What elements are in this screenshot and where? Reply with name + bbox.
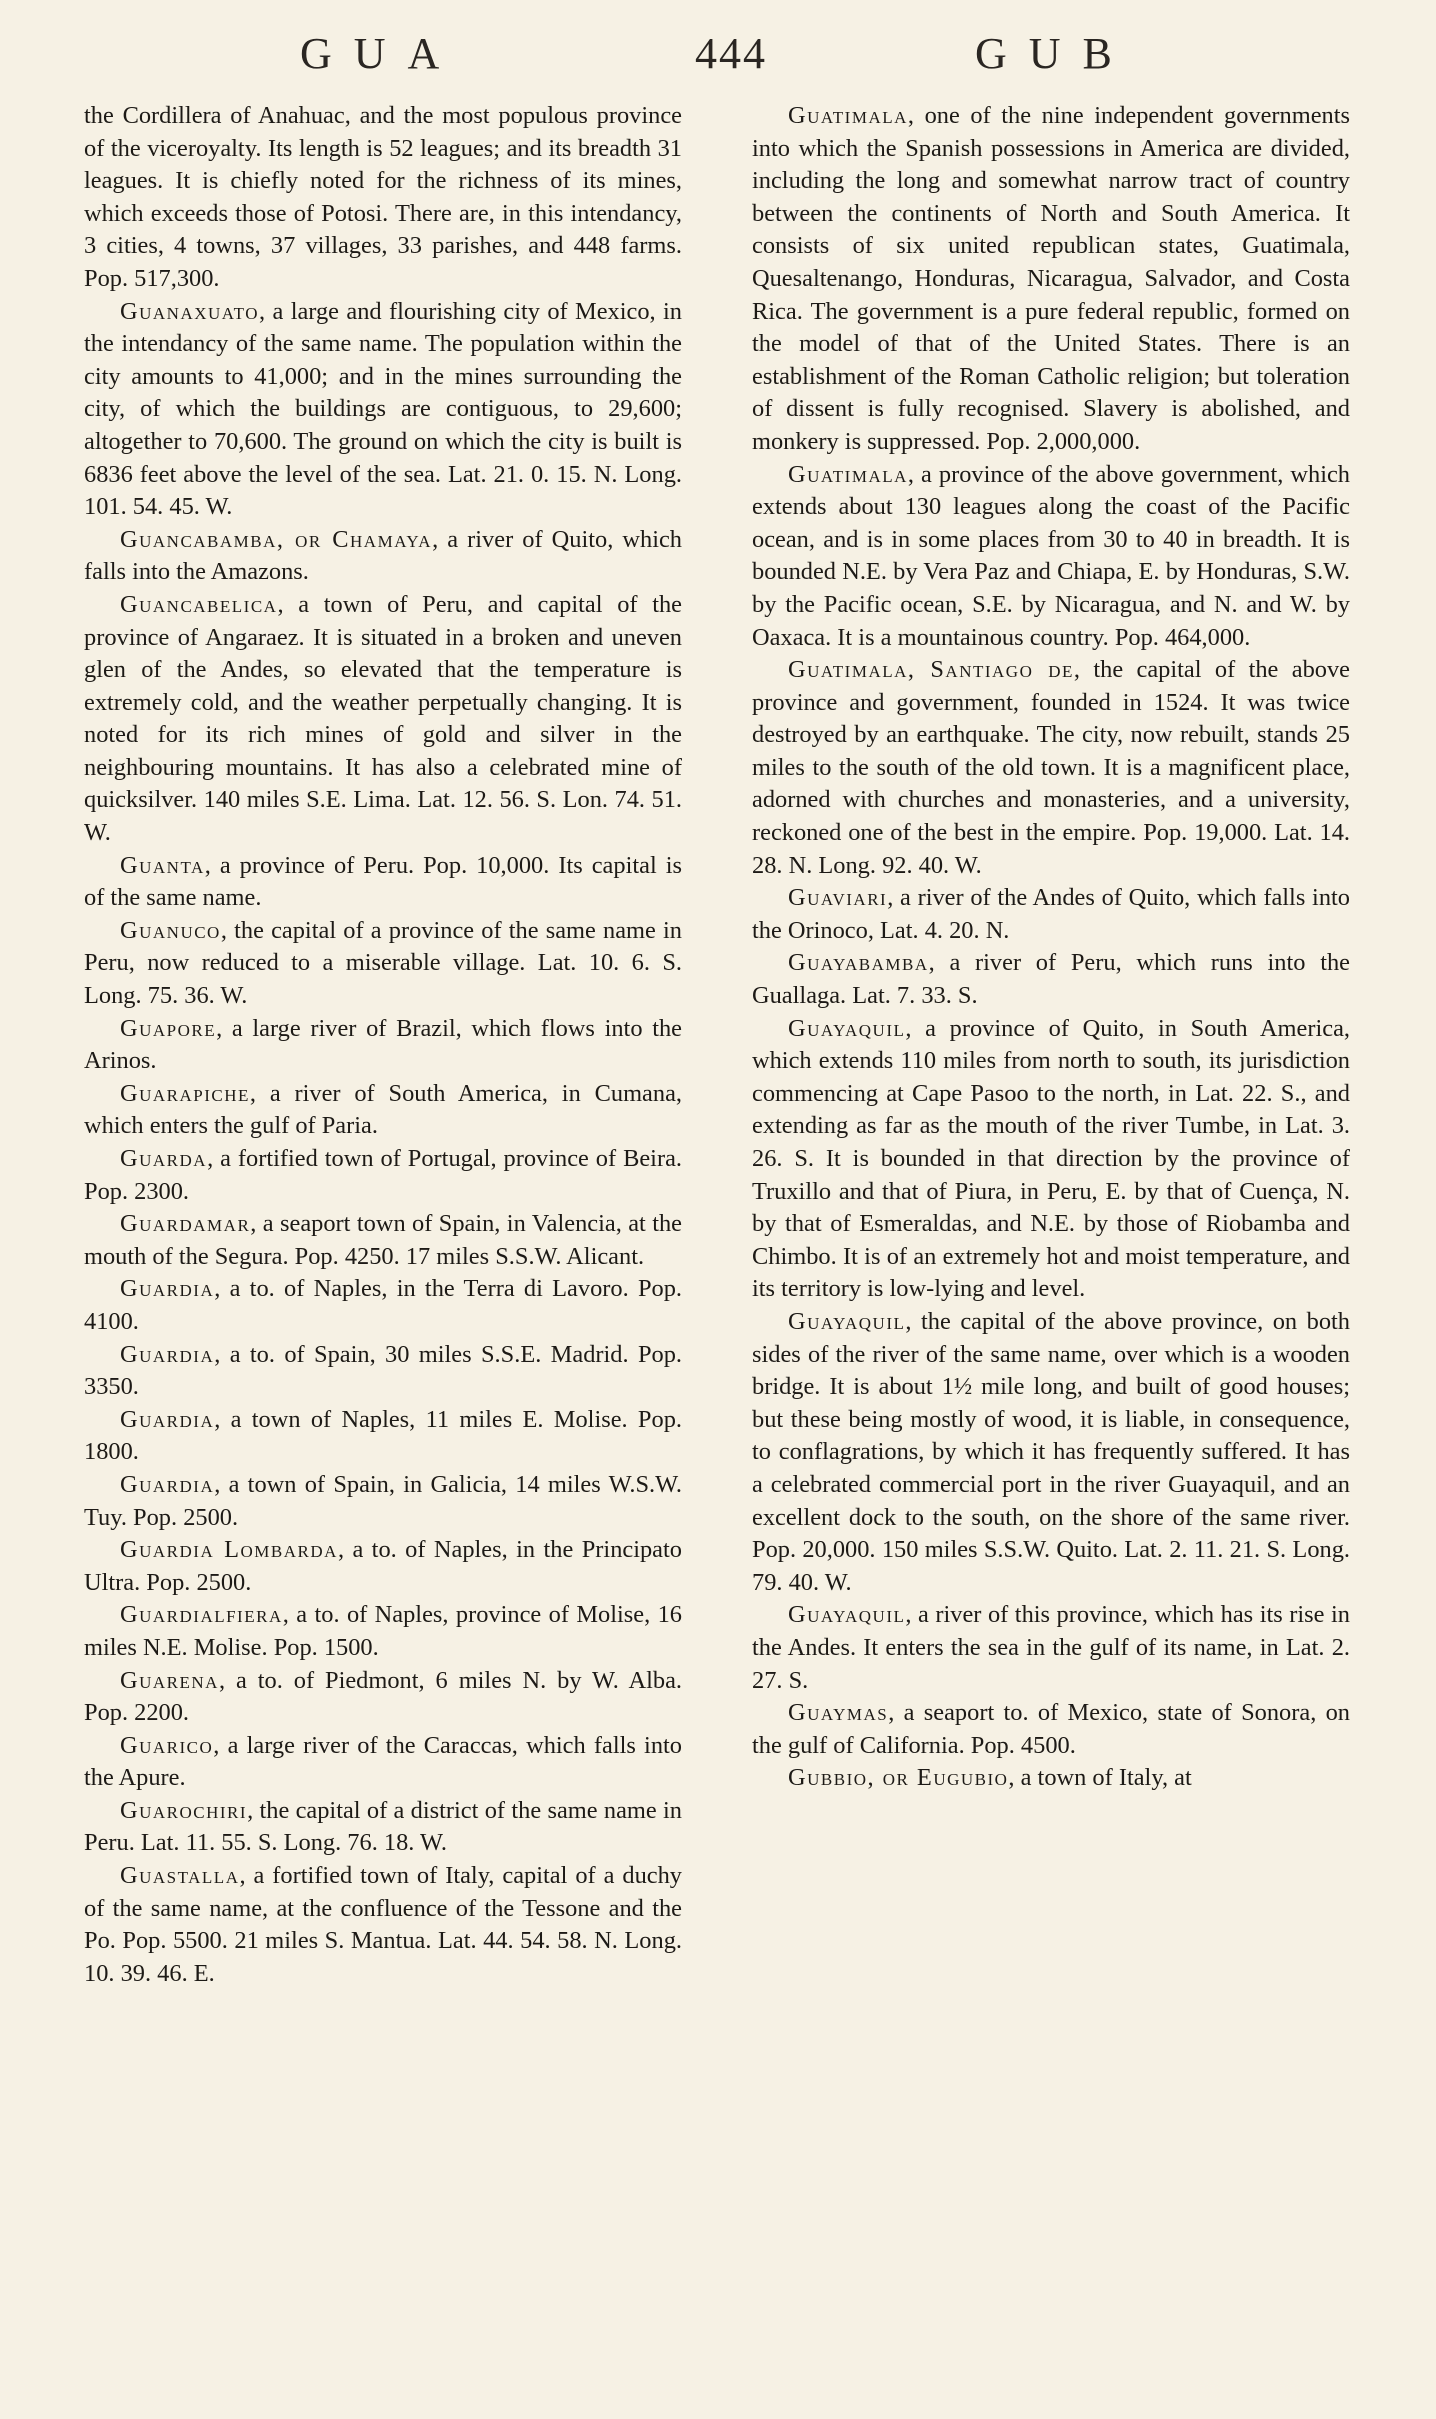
dictionary-entry: [84, 915, 682, 1013]
entry-text: , the capital of a province of the same name in Peru, now reduced to a miserable village. Lat. 10. 6. S. Long. 75. 36. W.: [84, 916, 682, 1010]
entry-text: the Cordillera of Anahuac, and the most populous province of the viceroyalty. Its length is 52 leagues; and its breadth 31 leagues. It is chiefly noted for the richness of its mines, which exceeds those of Potosi. There are, in this intendancy, 3 cities, 4 towns, 37 villages, 33 parishes, and 448 farms. Pop. 517,300.: [84, 102, 682, 292]
dictionary-entry: [84, 1078, 682, 1143]
entry-headword: Guanta: [120, 851, 205, 879]
dictionary-entry: [752, 947, 1350, 1012]
dictionary-entry: [752, 882, 1350, 947]
entry-headword: Guarapiche: [120, 1079, 250, 1107]
entry-headword: Gubbio, or Eugubio: [788, 1764, 1009, 1792]
entry-text: , a to. of Spain, 30 miles S.S.E. Madrid. Pop. 3350.: [84, 1340, 682, 1401]
dictionary-entry: [84, 1143, 682, 1208]
entry-headword: Guatimala, Santiago de: [788, 656, 1074, 684]
entry-text: , a province of the above government, which extends about 130 leagues along the coast of the Pacific ocean, and is in some places from 30 to 40 in breadth. It is bounded N.E. by Vera Paz and Chiapa, E. by Honduras, S.W. by the Pacific ocean, S.E. by Nicaragua, and N. and W. by Oaxaca. It is a mountainous country. Pop. 464,000.: [752, 460, 1350, 651]
entry-headword: Guaviari: [788, 884, 888, 912]
entry-headword: Guardia: [120, 1275, 215, 1303]
entry-headword: Guayaquil: [788, 1601, 906, 1629]
dictionary-entry: [84, 1273, 682, 1338]
entry-headword: Guarda: [120, 1145, 208, 1172]
entry-headword: Guarena: [120, 1666, 219, 1694]
entry-headword: Guayaquil: [788, 1014, 906, 1042]
entry-headword: Guatimala: [788, 102, 908, 129]
dictionary-entry: [752, 459, 1350, 655]
dictionary-entry: [84, 1599, 682, 1664]
entry-text: , a river of Peru, which runs into the Guallaga. Lat. 7. 33. S.: [752, 949, 1350, 1010]
dictionary-entry: [84, 1860, 682, 1990]
entry-text: , the capital of a district of the same name in Peru. Lat. 11. 55. S. Long. 76. 18. W.: [84, 1796, 682, 1857]
dictionary-entry: [84, 524, 682, 589]
entry-text: , a fortified town of Portugal, province of Beira. Pop. 2300.: [84, 1145, 682, 1205]
entry-text: , the capital of the above province, on both sides of the river of the same name, over which is a wooden bridge. It is about 1½ mile long, and built of good houses; but these being mostly of wood, it is liable, in consequence, to conflagrations, by which it has frequently suffered. It has a celebrated commercial port in the river Guayaquil, and an excellent dock to the south, on the shore of the same river. Pop. 20,000. 150 miles S.S.W. Quito. Lat. 2. 11. 21. S. Long. 79. 40. W.: [752, 1307, 1350, 1596]
dictionary-entry: [84, 296, 682, 524]
dictionary-entry: [84, 1730, 682, 1795]
entry-headword: Guardialfiera: [120, 1601, 283, 1629]
dictionary-entry: [84, 1339, 682, 1404]
entry-text: , a large and flourishing city of Mexico, in the intendancy of the same name. The population within the city amounts to 41,000; and in the mines surrounding the city, of which the buildings are contiguous, to 29,600; altogether to 70,600. The ground on which the city is built is 6836 feet above the level of the sea. Lat. 21. 0. 15. N. Long. 101. 54. 45. W.: [84, 297, 682, 521]
entry-headword: Guayaquil: [788, 1307, 906, 1335]
entry-text: , a large river of the Caraccas, which falls into the Apure.: [84, 1731, 682, 1792]
entry-text: , the capital of the above province and government, founded in 1524. It was twice destroyed by an earthquake. The city, now rebuilt, stands 25 miles to the south of the old town. It is a magnificent place, adorned with churches and monasteries, and a university, reckoned one of the best in the empire. Pop. 19,000. Lat. 14. 28. N. Long. 92. 40. W.: [752, 656, 1350, 879]
entry-headword: Guarico: [120, 1731, 214, 1759]
dictionary-entry: [84, 589, 682, 850]
entry-headword: Guanaxuato: [120, 297, 260, 325]
left-column: [84, 100, 682, 1990]
dictionary-entry: [84, 1404, 682, 1469]
entry-text: , a to. of Naples, province of Molise, 16 miles N.E. Molise. Pop. 1500.: [84, 1601, 682, 1661]
entry-text: , a town of Peru, and capital of the province of Angaraez. It is situated in a broken and uneven glen of the Andes, so elevated that the temperature is extremely cold, and the weather perpetually changing. It is noted for its rich mines of gold and silver in the neighbouring mountains. It has also a celebrated mine of quicksilver. 140 miles S.E. Lima. Lat. 12. 56. S. Lon. 74. 51. W.: [84, 590, 682, 847]
entry-text: , a river of the Andes of Quito, which falls into the Orinoco, Lat. 4. 20. N.: [752, 884, 1350, 944]
running-header: [0, 28, 1436, 88]
dictionary-entry: [84, 850, 682, 915]
entry-text: , one of the nine independent governments into which the Spanish possessions in America are divided, including the long and somewhat narrow tract of country between the continents of North and South America. It consists of six united republican states, Guatimala, Quesaltenango, Honduras, Nicaragua, Salvador, and Costa Rica. The government is a pure federal republic, formed on the model of that of the United States. There is an establishment of the Roman Catholic religion; but toleration of dissent is fully recognised. Slavery is abolished, and monkery is suppressed. Pop. 2,000,000.: [752, 102, 1350, 455]
header-left-guide-word: GUA: [300, 29, 462, 78]
entry-headword: Guanuco: [120, 916, 221, 944]
entry-text: , a to. of Naples, in the Terra di Lavoro. Pop. 4100.: [84, 1275, 682, 1335]
entry-headword: Guardia: [120, 1405, 215, 1433]
dictionary-entry: [752, 100, 1350, 459]
entry-text: , a seaport town of Spain, in Valencia, at the mouth of the Segura. Pop. 4250. 17 miles S.S.W. Alicant.: [84, 1210, 682, 1270]
dictionary-entry: [752, 654, 1350, 882]
dictionary-entry: [752, 1013, 1350, 1306]
right-column: [752, 100, 1350, 1795]
dictionary-entry: [84, 1013, 682, 1078]
dictionary-entry: [752, 1762, 1350, 1795]
entry-headword: Guastalla: [120, 1862, 240, 1890]
entry-headword: Guancabamba, or Chamaya: [120, 525, 433, 553]
entry-text: , a river of this province, which has its rise in the Andes. It enters the sea in the gulf of its name, in Lat. 2. 27. S.: [752, 1601, 1350, 1694]
dictionary-entry: [84, 1795, 682, 1860]
entry-text: , a river of South America, in Cumana, which enters the gulf of Paria.: [84, 1079, 682, 1140]
entry-headword: Guayabamba: [788, 949, 929, 977]
dictionary-entry: [84, 100, 682, 296]
entry-text: , a province of Quito, in South America, which extends 110 miles from north to south, its jurisdiction commencing at Cape Pasoo to the north, in Lat. 22. S., and extending as far as the mouth of the river Tumbe, in Lat. 3. 26. S. It is bounded in that direction by the province of Truxillo and that of Piura, in Peru, E. by that of Cuença, N. by that of Esmeraldas, and N.E. by those of Riobamba and Chimbo. It is of an extremely hot and moist temperature, and its territory is low-lying and level.: [752, 1014, 1350, 1303]
entry-text: , a to. of Naples, in the Principato Ultra. Pop. 2500.: [84, 1536, 682, 1596]
dictionary-entry: [84, 1534, 682, 1599]
entry-headword: Guardia Lombarda: [120, 1536, 338, 1564]
entry-text: , a town of Spain, in Galicia, 14 miles W.S.W. Tuy. Pop. 2500.: [84, 1470, 682, 1531]
entry-text: , a seaport to. of Mexico, state of Sonora, on the gulf of California. Pop. 4500.: [752, 1699, 1350, 1759]
entry-headword: Guarochiri: [120, 1796, 248, 1824]
entry-text: , a province of Peru. Pop. 10,000. Its capital is of the same name.: [84, 851, 682, 912]
entry-headword: Guardamar: [120, 1210, 251, 1238]
entry-headword: Guardia: [120, 1340, 215, 1368]
entry-headword: Guancabelica: [120, 590, 278, 618]
dictionary-entry: [84, 1208, 682, 1273]
dictionary-entry: [752, 1599, 1350, 1697]
entry-headword: Guardia: [120, 1470, 215, 1498]
entry-text: , a town of Naples, 11 miles E. Molise. Pop. 1800.: [84, 1405, 682, 1466]
dictionary-entry: [84, 1469, 682, 1534]
entry-text: , a to. of Piedmont, 6 miles N. by W. Alba. Pop. 2200.: [84, 1666, 682, 1727]
entry-headword: Guapore: [120, 1014, 217, 1042]
entry-headword: Guatimala: [788, 460, 908, 488]
dictionary-entry: [752, 1306, 1350, 1599]
entry-text: , a river of Quito, which falls into the Amazons.: [84, 525, 682, 586]
entry-text: , a fortified town of Italy, capital of a duchy of the same name, at the confluence of the Tessone and the Po. Pop. 5500. 21 miles S. Mantua. Lat. 44. 54. 58. N. Long. 10. 39. 46. E.: [84, 1862, 682, 1987]
entry-headword: Guaymas: [788, 1699, 889, 1727]
page-number: 444: [695, 29, 767, 78]
entry-text: , a town of Italy, at: [1008, 1764, 1192, 1792]
entry-text: , a large river of Brazil, which flows into the Arinos.: [84, 1014, 682, 1075]
dictionary-entry: [752, 1697, 1350, 1762]
dictionary-entry: [84, 1665, 682, 1730]
header-right-guide-word: GUB: [975, 29, 1134, 78]
